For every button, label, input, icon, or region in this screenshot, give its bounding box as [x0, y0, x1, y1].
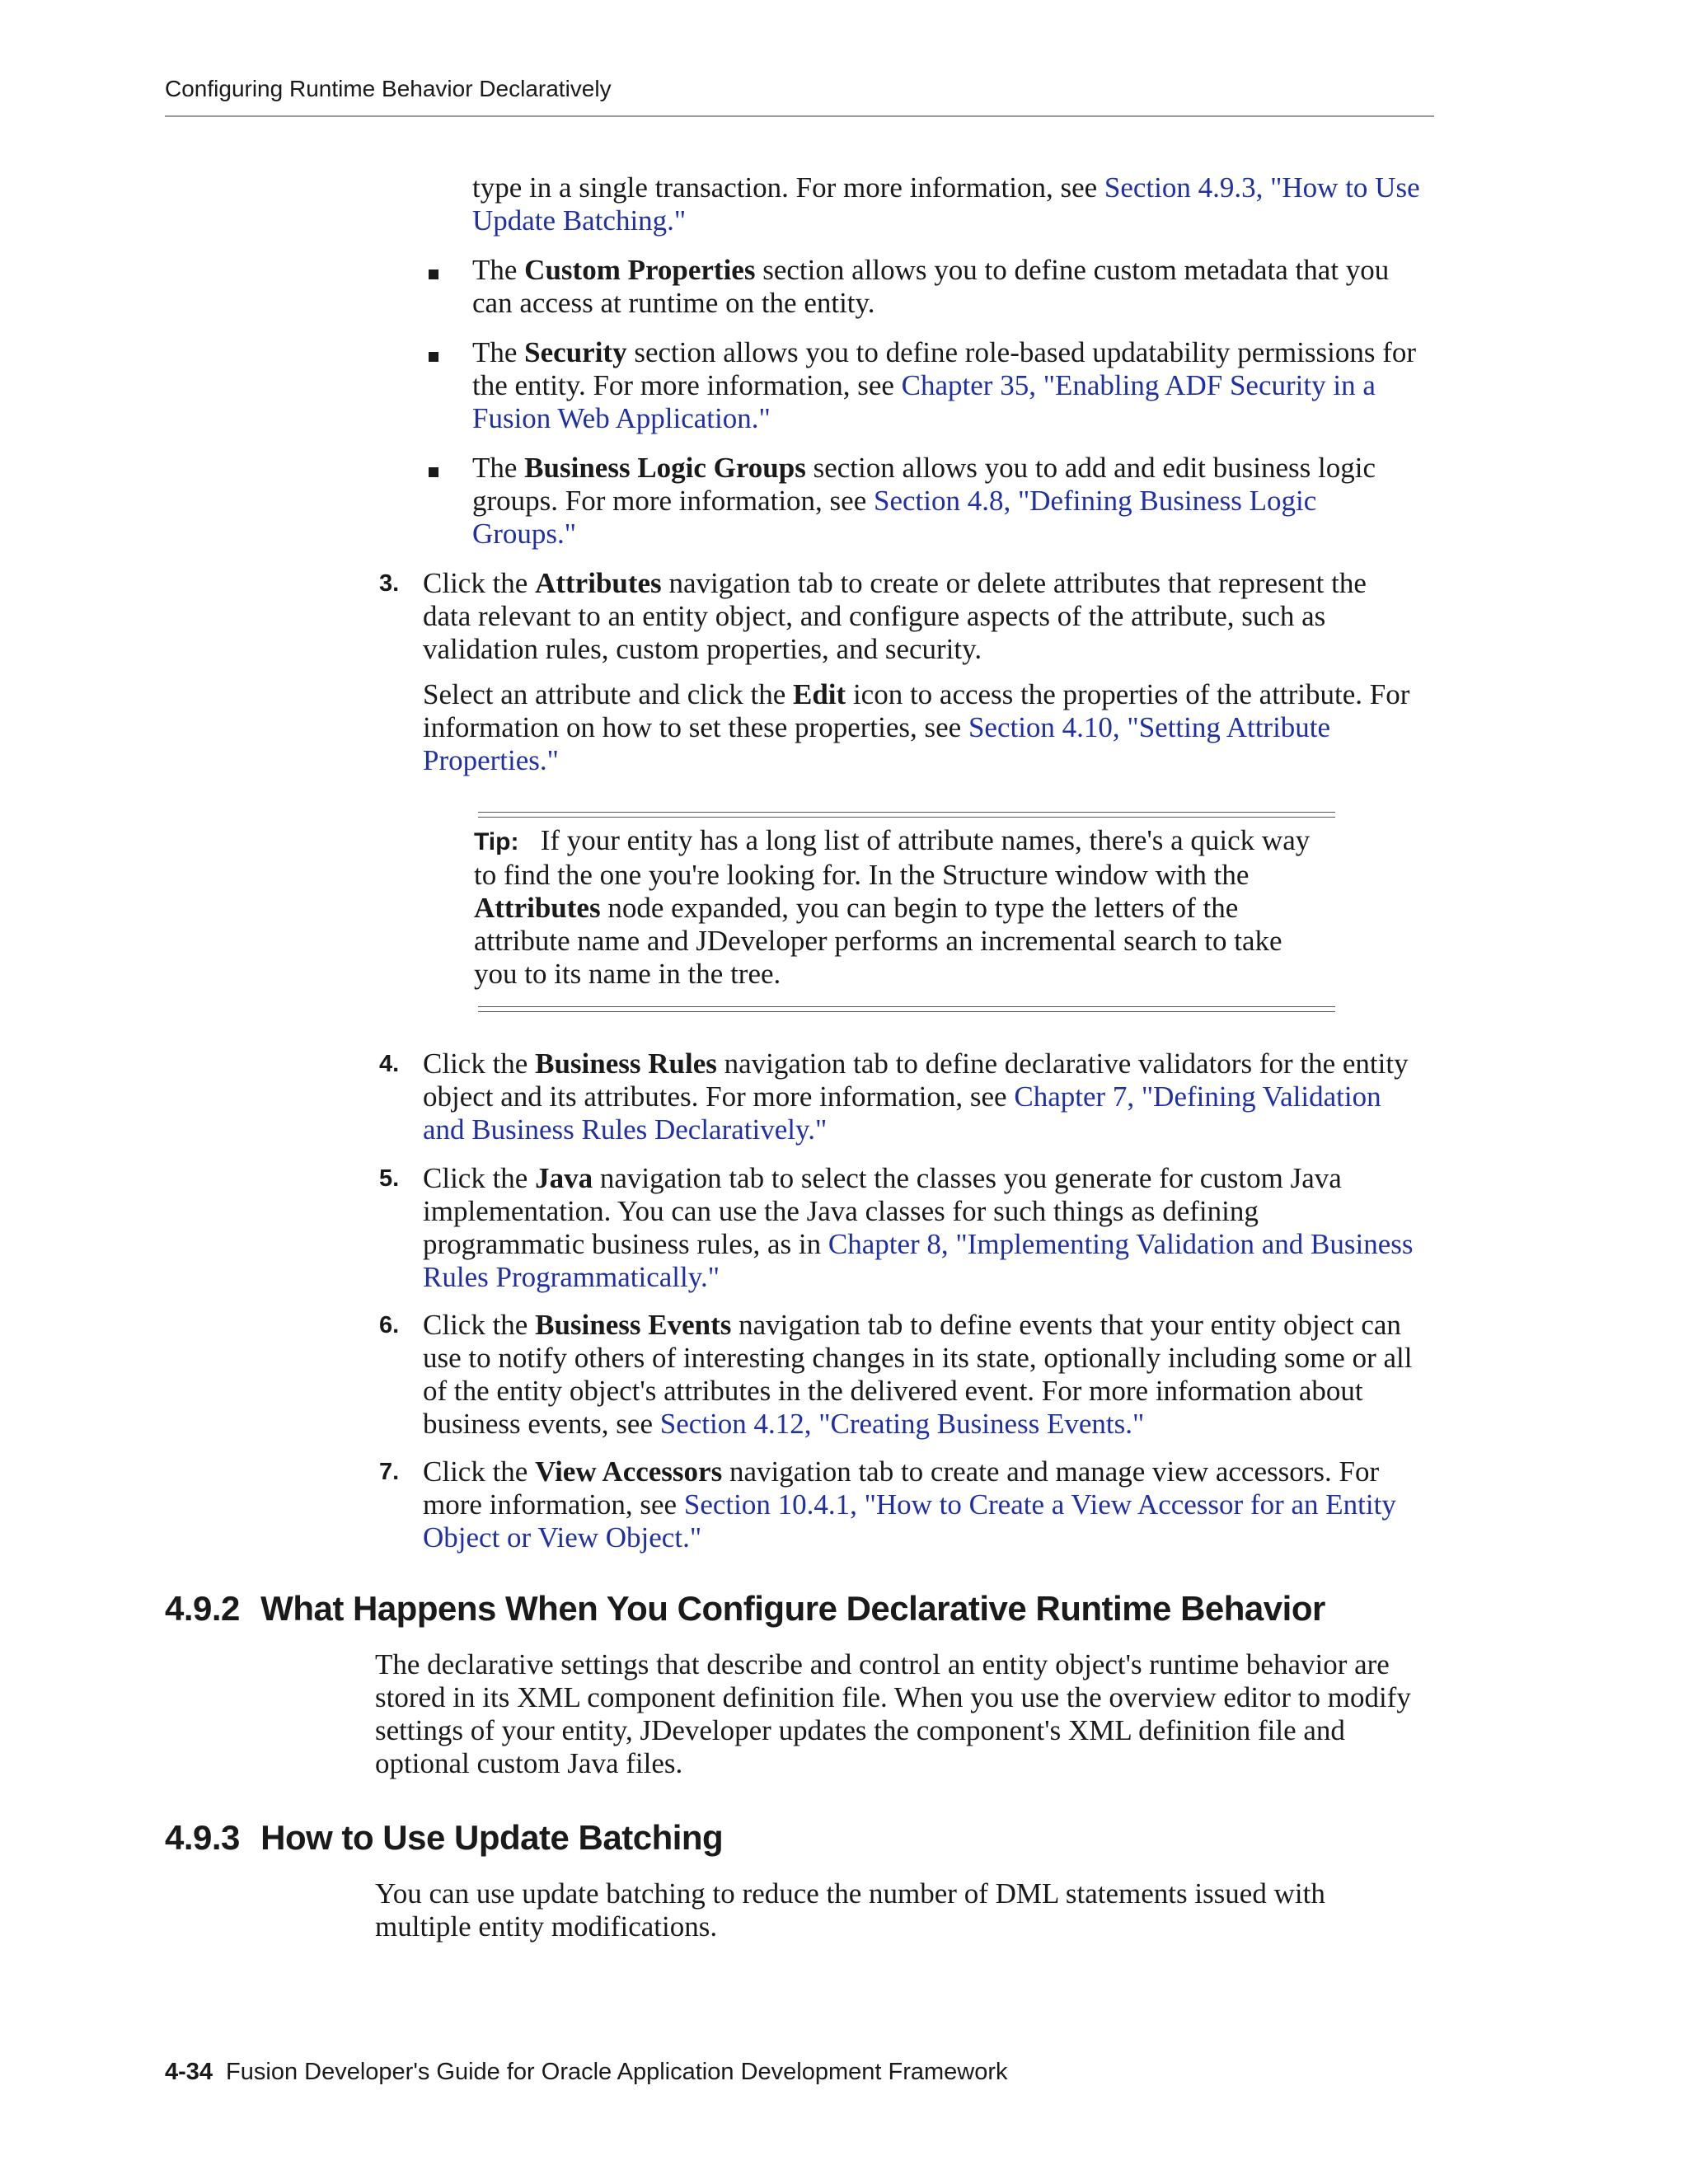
- section-heading-4-9-2: [165, 1589, 1325, 1629]
- step-3-followup: [423, 678, 1420, 777]
- step-4-paragraph: [423, 1047, 1420, 1146]
- page-footer: [165, 2059, 1008, 2086]
- bullet-text: The: [472, 254, 525, 286]
- link-chapter-8[interactable]: Chapter 8, "Implementing Validation and Business Rules Programmatically.": [423, 1228, 1414, 1293]
- tip-top-rule: [478, 812, 1335, 818]
- step-text: navigation tab to define events that your entity object can use to notify others of interesting changes in its state, optionally including some or all of the entity object's attributes in the delivered event. For more information about business events, see: [423, 1309, 1413, 1440]
- section-title: How to Use Update Batching: [260, 1818, 724, 1857]
- bullet-text: section allows you to define custom metadata that you can access at runtime on the entity.: [472, 254, 1390, 319]
- page-number: 4-34: [165, 2059, 213, 2085]
- section-number: 4.9.2: [165, 1589, 240, 1628]
- step-text: navigation tab to define declarative validators for the entity object and its attributes. For more information, see: [423, 1047, 1409, 1113]
- running-header: Configuring Runtime Behavior Declaratively: [165, 76, 612, 101]
- step-bold: View Accessors: [535, 1455, 723, 1488]
- link-chapter-7[interactable]: Chapter 7, "Defining Validation and Business Rules Declaratively.": [423, 1080, 1381, 1146]
- footer-title: Fusion Developer's Guide for Oracle Application Development Framework: [226, 2059, 1008, 2085]
- step-text: Click the: [423, 1455, 536, 1488]
- section-title: What Happens When You Configure Declarative Runtime Behavior: [260, 1589, 1325, 1628]
- step-3-paragraph: [423, 567, 1420, 666]
- bullet-mark: [429, 467, 438, 477]
- tip-text: If your entity has a long list of attribute names, there's a quick way to find the one you're looking for. In the Structure window with the: [474, 824, 1311, 891]
- step-text: Click the: [423, 1162, 536, 1194]
- step-bold: Java: [535, 1162, 593, 1194]
- bullet-bold: Security: [524, 336, 627, 368]
- bullet-security: [472, 336, 1420, 435]
- bullet-bold: Custom Properties: [524, 254, 756, 286]
- step-bold: Business Events: [535, 1309, 732, 1341]
- step-bold: Attributes: [535, 567, 662, 599]
- tip-bottom-rule: [478, 1006, 1335, 1012]
- header-rule: [165, 115, 1434, 117]
- step-number: 4.: [379, 1051, 400, 1077]
- step-text: Click the: [423, 1047, 536, 1080]
- bullet-mark: [429, 269, 438, 279]
- step-text: Click the: [423, 567, 536, 599]
- step-number: 6.: [379, 1312, 400, 1338]
- step-number: 7.: [379, 1459, 400, 1485]
- step-text: icon to access the properties of the attribute. For information on how to set these properties, see: [423, 678, 1410, 743]
- bullet-text: The: [472, 336, 525, 368]
- link-section-4-9-3[interactable]: Section 4.9.3, "How to Use Update Batching.": [472, 171, 1420, 237]
- link-section-10-4-1[interactable]: Section 10.4.1, "How to Create a View Accessor for an Entity Object or View Object.": [423, 1488, 1396, 1554]
- tip-text: node expanded, you can begin to type the letters of the attribute name and JDeveloper performs an incremental search to take you to its name in the tree.: [474, 892, 1282, 990]
- step-5-paragraph: [423, 1162, 1420, 1294]
- link-section-4-8[interactable]: Section 4.8, "Defining Business Logic Groups.": [472, 485, 1317, 550]
- step-bold: Business Rules: [535, 1047, 717, 1080]
- section-heading-4-9-3: [165, 1818, 723, 1858]
- intro-paragraph: [472, 171, 1420, 237]
- step-7-paragraph: [423, 1455, 1420, 1554]
- tip-box: [474, 824, 1331, 991]
- section-number: 4.9.3: [165, 1818, 240, 1857]
- step-number: 5.: [379, 1165, 400, 1192]
- step-6-paragraph: [423, 1309, 1420, 1441]
- bullet-text: section allows you to define role-based updatability permissions for the entity. For more information, see: [472, 336, 1417, 401]
- intro-text: type in a single transaction. For more information, see: [472, 171, 1104, 204]
- step-text: Click the: [423, 1309, 536, 1341]
- link-chapter-35[interactable]: Chapter 35, "Enabling ADF Security in a Fusion Web Application.": [472, 369, 1376, 434]
- step-text: navigation tab to create or delete attributes that represent the data relevant to an entity object, and configure aspects of the attribute, such as validation rules, custom properties, and security.: [423, 567, 1367, 665]
- bullet-bold: Business Logic Groups: [524, 452, 806, 484]
- step-text: Select an attribute and click the: [423, 678, 793, 710]
- step-text: navigation tab to create and manage view accessors. For more information, see: [423, 1455, 1380, 1521]
- section-4-9-3-body: You can use update batching to reduce the number of DML statements issued with multiple entity modifications.: [375, 1877, 1325, 1943]
- bullet-business-logic-groups: [472, 452, 1420, 551]
- tip-bold: Attributes: [474, 892, 601, 924]
- step-number: 3.: [379, 570, 400, 597]
- bullet-text: section allows you to add and edit business logic groups. For more information, see: [472, 452, 1376, 517]
- link-section-4-10[interactable]: Section 4.10, "Setting Attribute Properties.": [423, 711, 1331, 776]
- bullet-custom-properties: [472, 254, 1420, 320]
- section-4-9-2-body: The declarative settings that describe and control an entity object's runtime behavior are stored in its XML component definition file. When you use the overview editor to modify settings of your entity, JDeveloper updates the component's XML definition file and optional custom Java files.: [375, 1648, 1411, 1779]
- bullet-text: The: [472, 452, 525, 484]
- tip-label: Tip:: [474, 828, 519, 855]
- step-bold: Edit: [792, 678, 846, 710]
- step-text: navigation tab to select the classes you generate for custom Java implementation. You can use the Java classes for such things as defining programmatic business rules, as in: [423, 1162, 1342, 1260]
- bullet-mark: [429, 352, 438, 362]
- link-section-4-12[interactable]: Section 4.12, "Creating Business Events.": [659, 1408, 1145, 1440]
